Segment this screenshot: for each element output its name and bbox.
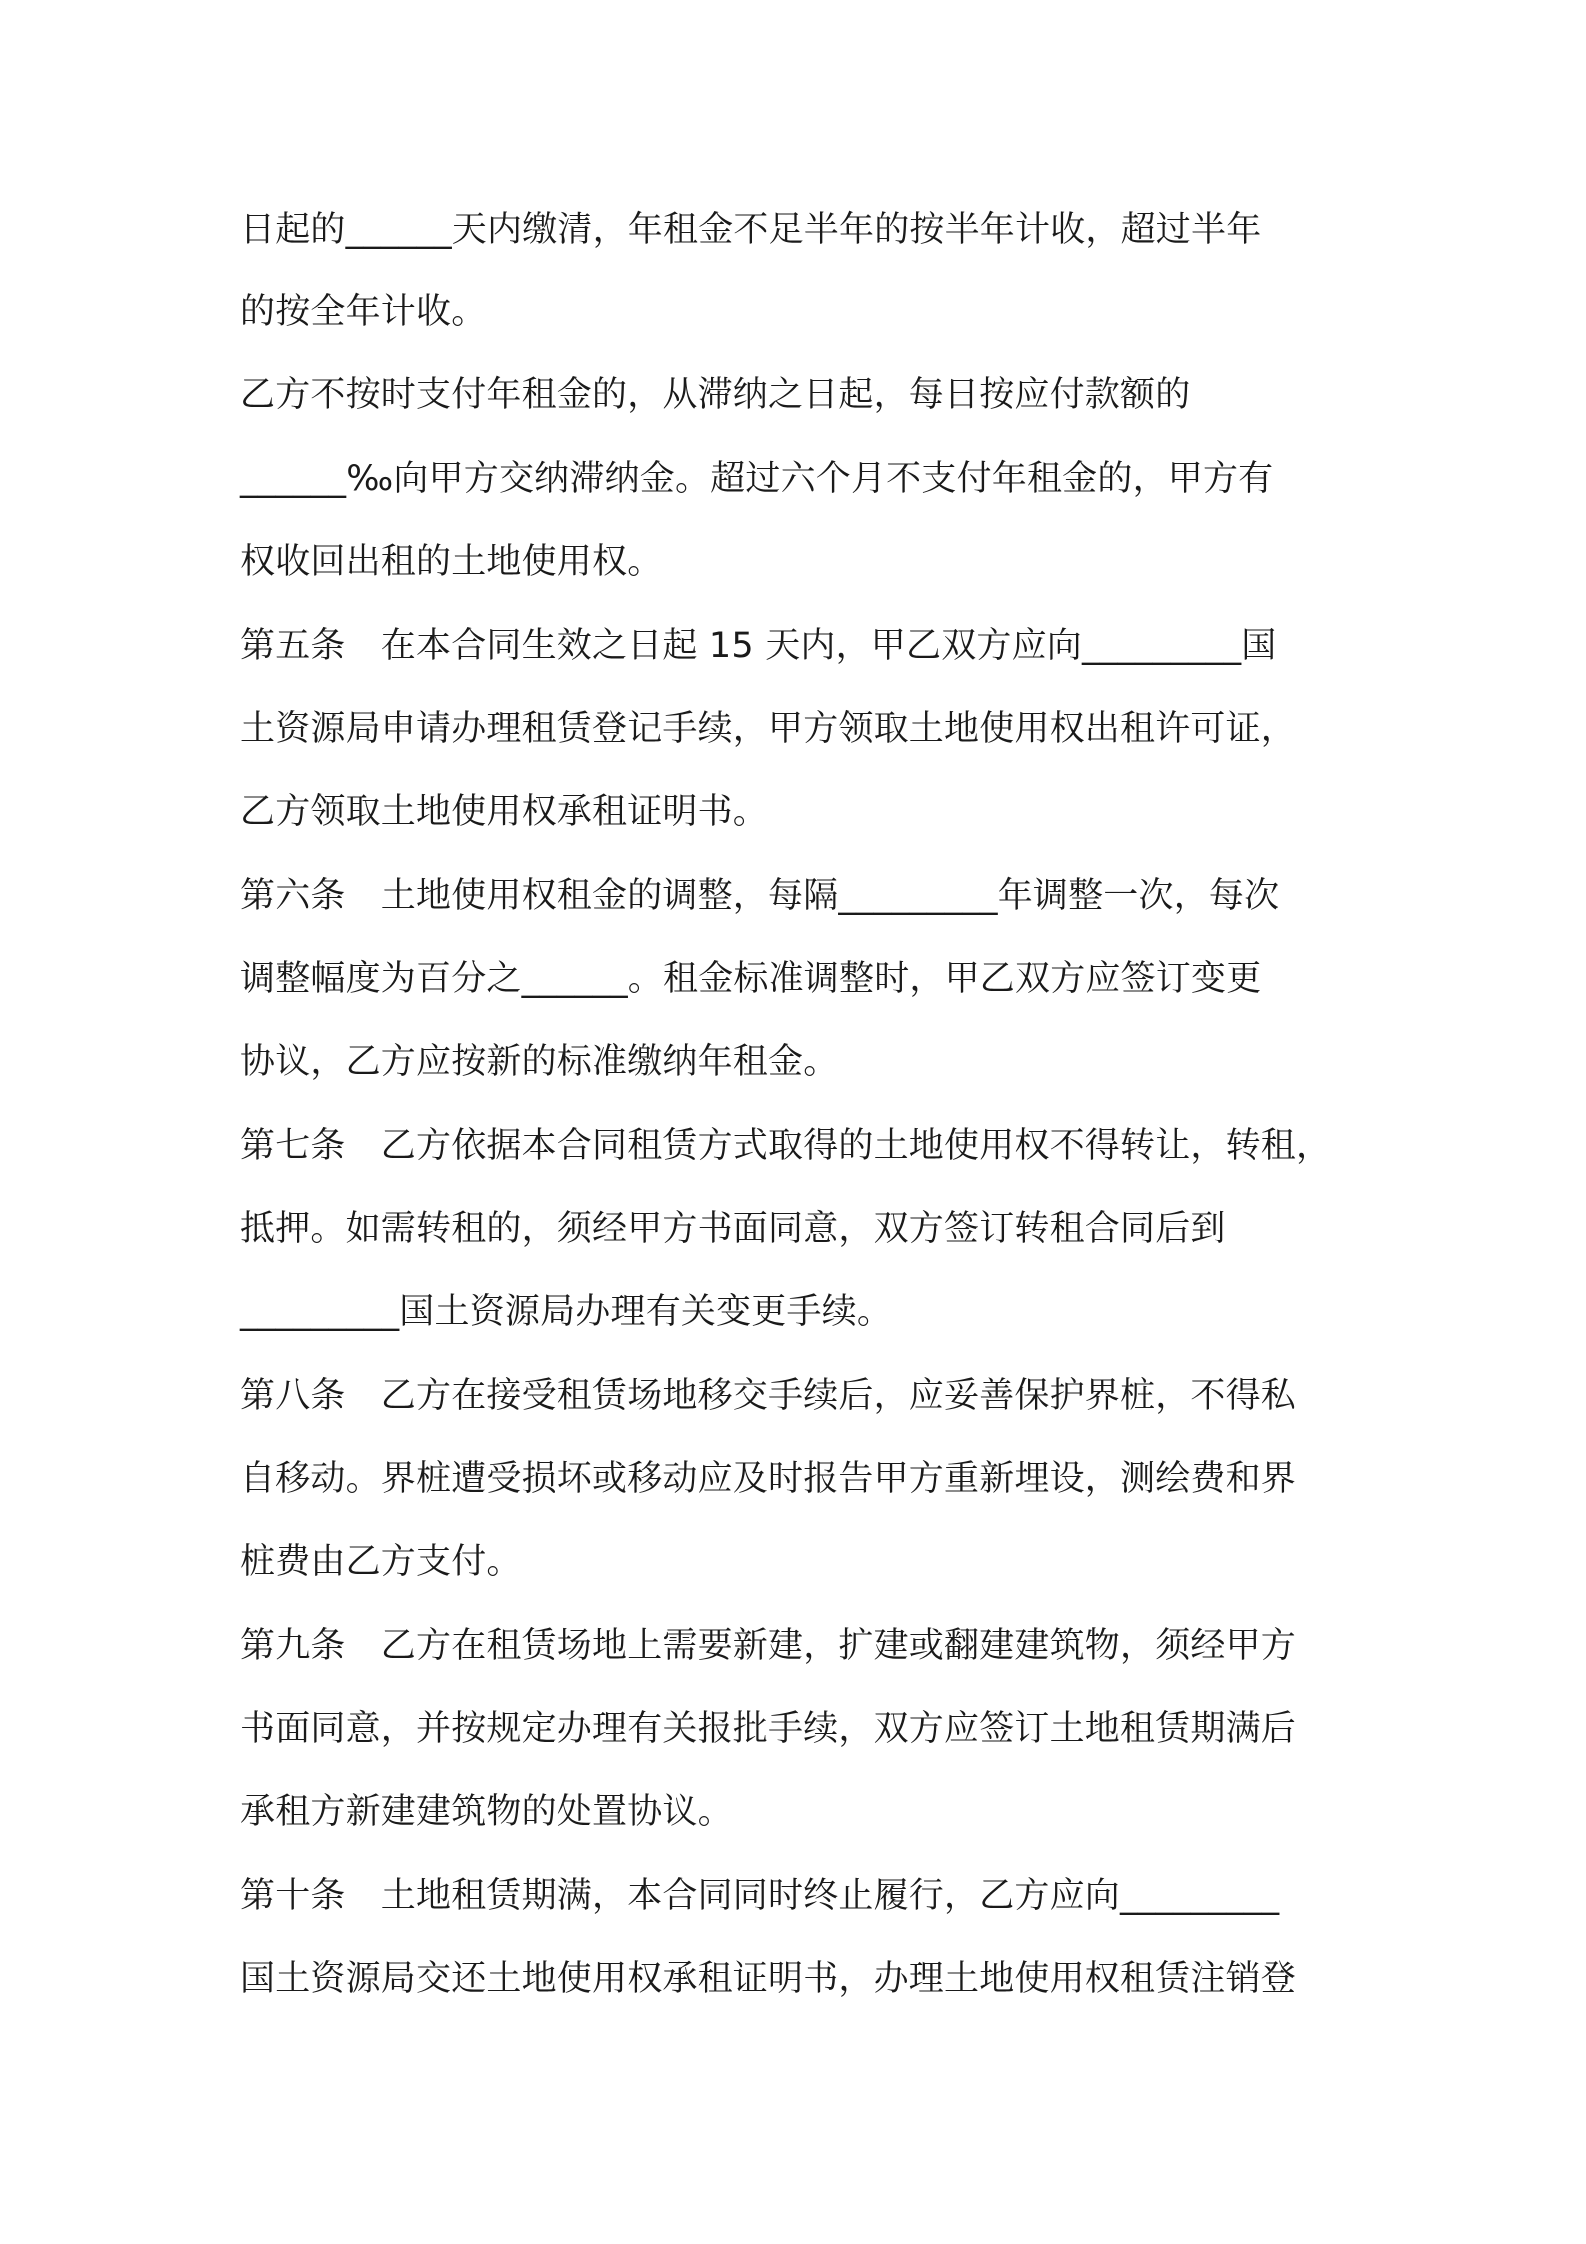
- text-line: 承租方新建建筑物的处置协议。: [240, 1792, 733, 1832]
- text-line: 第五条 在本合同生效之日起 15 天内，甲乙双方应向_________国: [240, 626, 1277, 666]
- text-line: _________国土资源局办理有关变更手续。: [240, 1292, 893, 1332]
- text-line: ______‰向甲方交纳滞纳金。超过六个月不支付年租金的，甲方有: [240, 459, 1274, 499]
- text-line: 日起的______天内缴清，年租金不足半年的按半年计收，超过半年: [240, 210, 1262, 250]
- text-line: 第七条 乙方依据本合同租赁方式取得的土地使用权不得转让，转租，: [240, 1126, 1332, 1166]
- text-line: 土资源局申请办理租赁登记手续，甲方领取土地使用权出租许可证，: [240, 709, 1297, 749]
- text-line: 权收回出租的土地使用权。: [240, 542, 663, 582]
- text-line: 的按全年计收。: [240, 292, 487, 332]
- text-line: 桩费由乙方支付。: [240, 1542, 522, 1582]
- text-line: 第八条 乙方在接受租赁场地移交手续后，应妥善保护界桩，不得私: [240, 1376, 1297, 1416]
- text-line: 协议，乙方应按新的标准缴纳年租金。: [240, 1042, 839, 1082]
- text-line: 第十条 土地租赁期满，本合同同时终止履行，乙方应向_________: [240, 1876, 1280, 1916]
- text-line: 抵押。如需转租的，须经甲方书面同意，双方签订转租合同后到: [240, 1209, 1226, 1249]
- text-line: 乙方不按时支付年租金的，从滞纳之日起，每日按应付款额的: [240, 375, 1191, 415]
- text-line: 乙方领取土地使用权承租证明书。: [240, 792, 769, 832]
- text-line: 国土资源局交还土地使用权承租证明书，办理土地使用权租赁注销登: [240, 1959, 1297, 1999]
- text-line: 书面同意，并按规定办理有关报批手续，双方应签订土地租赁期满后: [240, 1709, 1297, 1749]
- text-line: 第六条 土地使用权租金的调整，每隔_________年调整一次，每次: [240, 876, 1280, 916]
- text-line: 自移动。界桩遭受损坏或移动应及时报告甲方重新埋设，测绘费和界: [240, 1459, 1297, 1499]
- text-line: 调整幅度为百分之______。租金标准调整时，甲乙双方应签订变更: [240, 959, 1262, 999]
- text-line: 第九条 乙方在租赁场地上需要新建，扩建或翻建建筑物，须经甲方: [240, 1626, 1297, 1666]
